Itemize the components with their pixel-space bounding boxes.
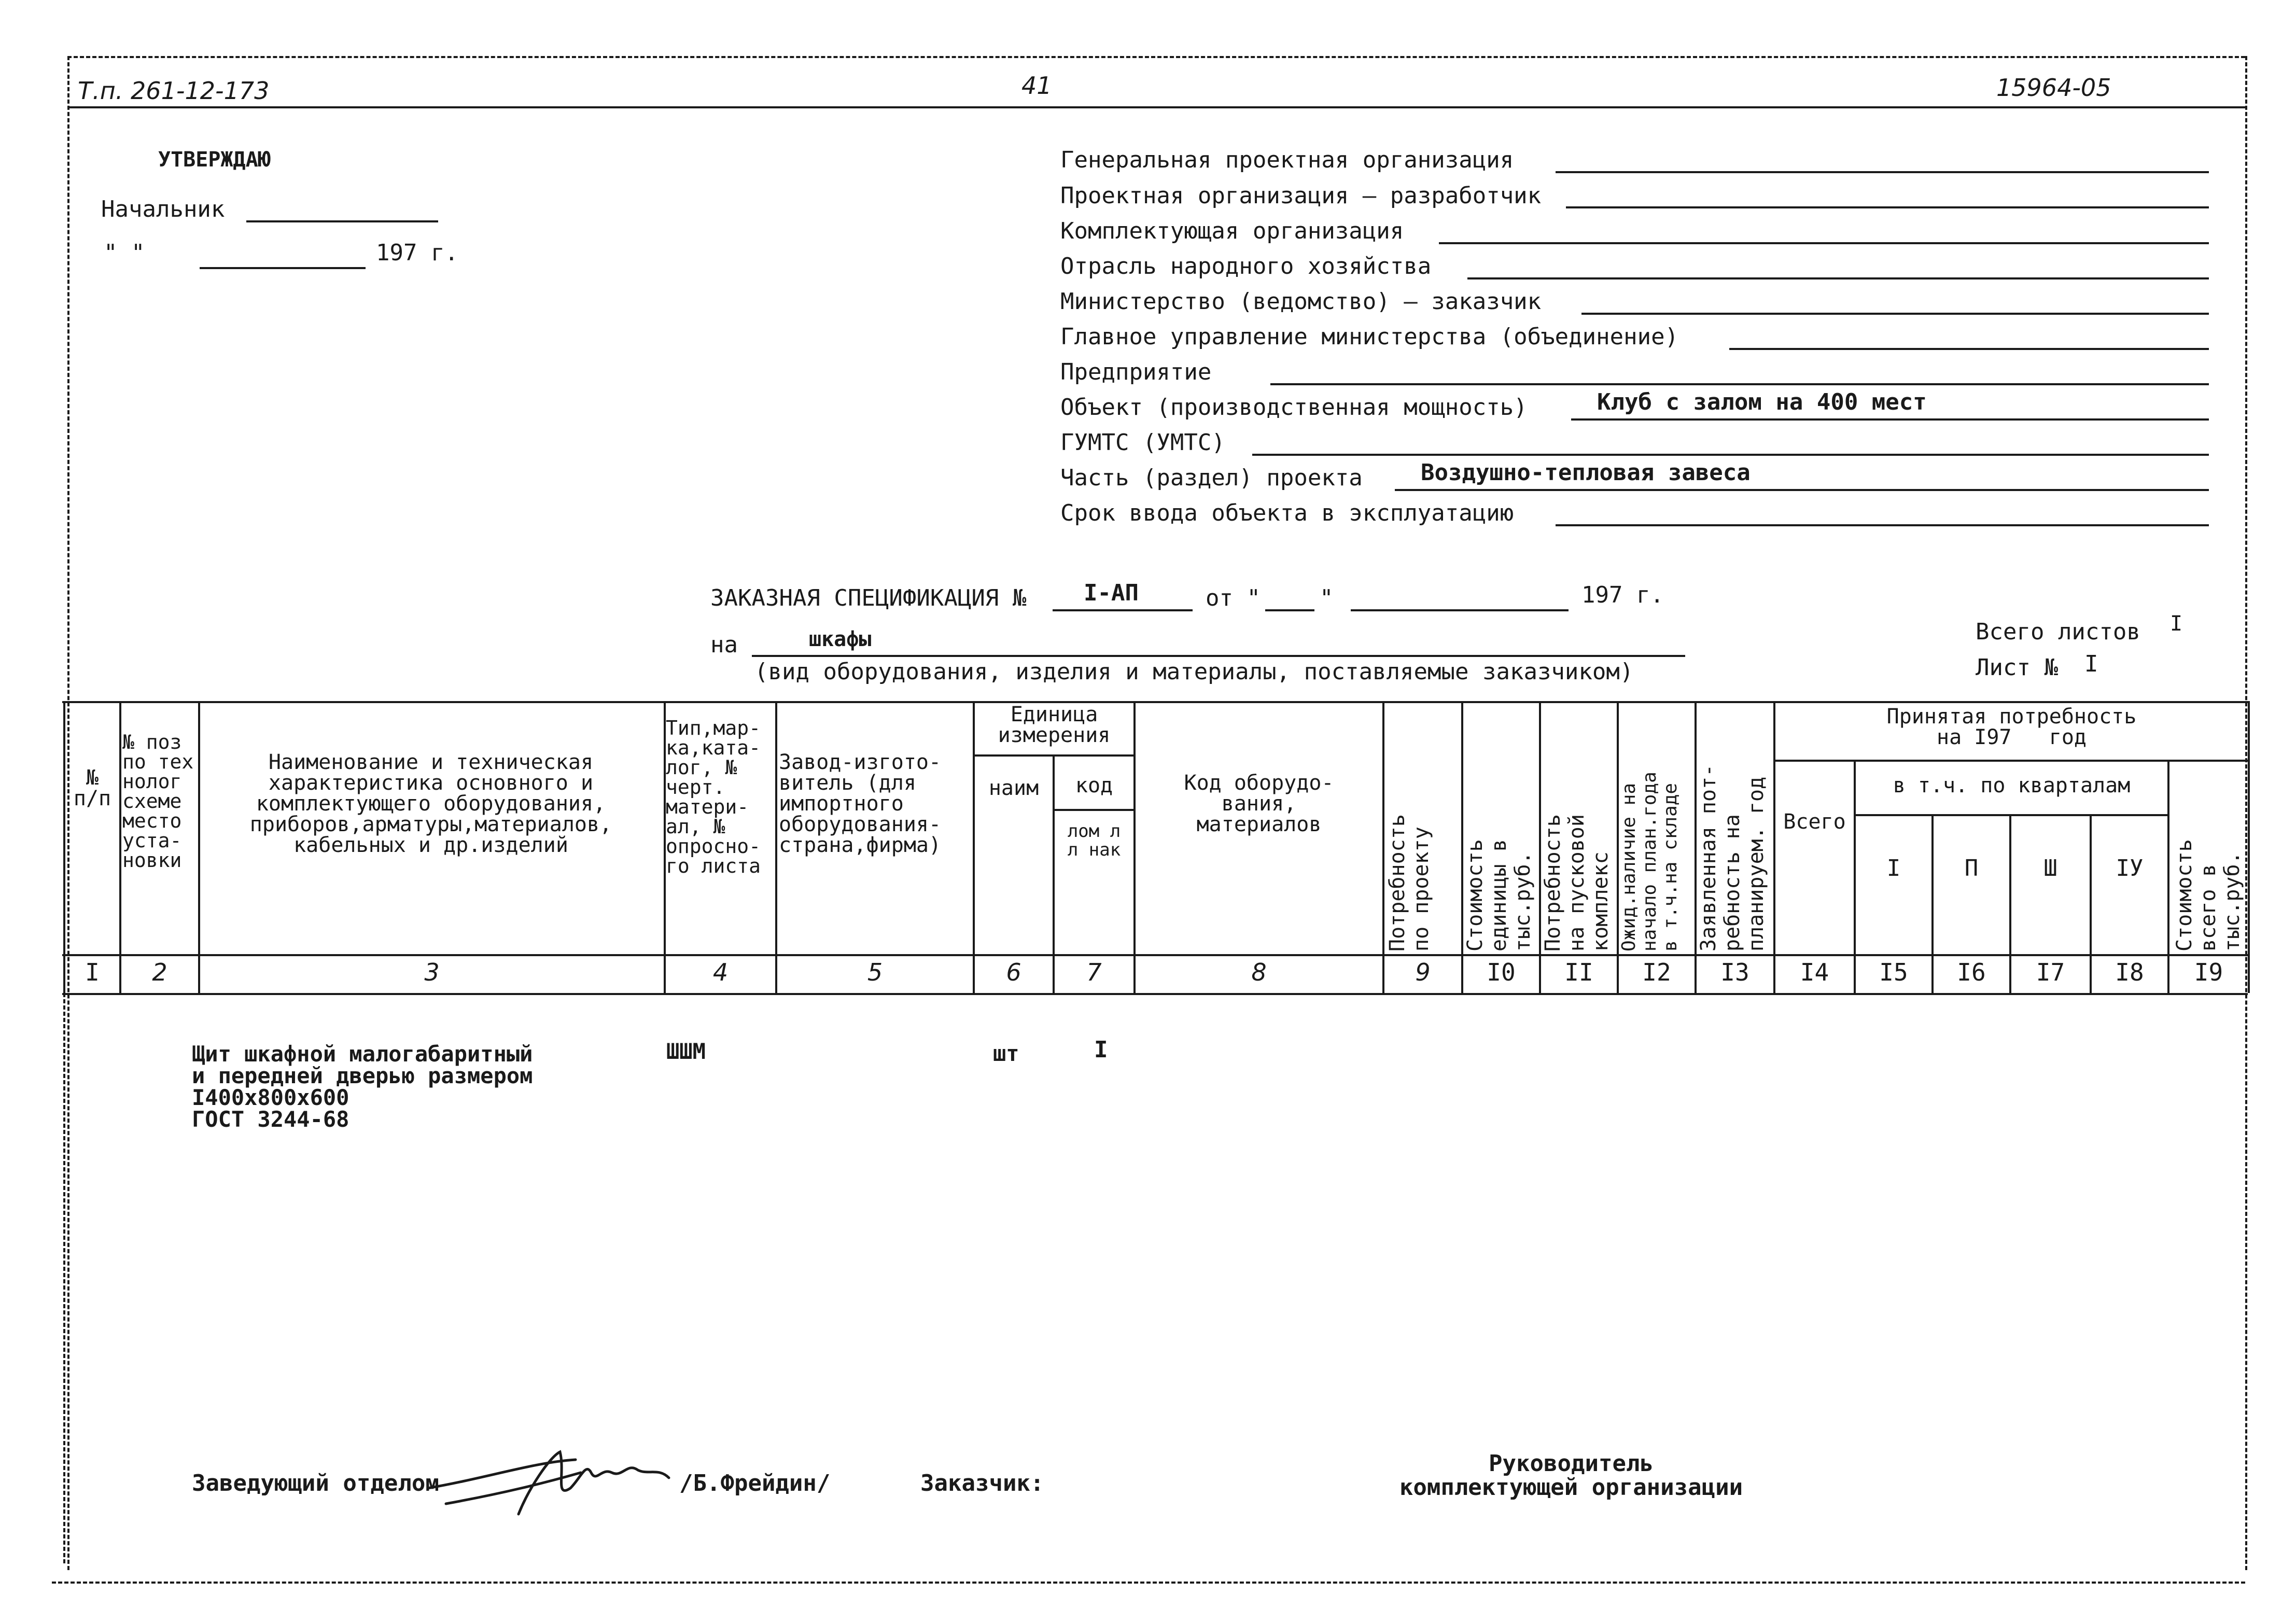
col-line [1382, 701, 1384, 993]
col-header-total-cost: Стоимость всего в тыс.руб. [2173, 839, 2244, 952]
table-colnum-bottom-line [62, 993, 2248, 995]
col-number: I5 [1879, 958, 1908, 986]
org-field-line [1556, 524, 2209, 526]
col-number: 7 [1086, 958, 1102, 986]
spec-year: 197 г. [1581, 582, 1664, 608]
col-header-number: № п/п [73, 766, 111, 810]
chief-signature-line [246, 220, 438, 222]
col-header-unit-cost: Стоимость единицы в тыс.руб. [1463, 839, 1535, 952]
col-header-name: Наименование и техническая характеристика основного и комплектующего оборудования, приборов,арматуры,материалов, кабельных и др.изделий [249, 750, 612, 857]
col-number: I8 [2115, 958, 2144, 986]
org-field-label: Предприятие [1060, 359, 1212, 385]
col-header-equipment-code: Код оборудо- вания, материалов [1184, 771, 1334, 836]
org-field-value: Воздушно-тепловая завеса [1421, 459, 1751, 486]
org-field-line [1571, 418, 2209, 421]
col-number: 5 [867, 958, 883, 986]
org-field-label: Отрасль народного хозяйства [1060, 253, 1432, 279]
col-header-q2: П [1964, 855, 1979, 882]
total-sheets-value: I [2170, 612, 2183, 636]
col-number: II [1564, 958, 1593, 986]
bottom-border [52, 1582, 2245, 1584]
department-head-label: Заведующий отделом [192, 1470, 439, 1496]
col-number: 6 [1006, 958, 1021, 986]
col-line [119, 701, 121, 993]
item-name: Щит шкафной малогабаритный и передней дверью размером I400x800x600 ГОСТ 3244-68 [192, 1041, 533, 1132]
item-quantity: I [1094, 1037, 1108, 1063]
col-number: I3 [1720, 958, 1749, 986]
right-border [2245, 56, 2247, 1570]
spec-subject-line [752, 655, 1685, 657]
org-field-label: Срок ввода объекта в эксплуатацию [1060, 500, 1514, 526]
manager-label: Руководитель комплектующей организации [1399, 1450, 1743, 1501]
col-line [63, 701, 65, 993]
approve-label: УТВЕРЖДАЮ [158, 148, 271, 172]
table-header-bottom-line [62, 954, 2248, 956]
spec-number: I-АП [1084, 580, 1139, 606]
col-header-total: Всего [1783, 810, 1846, 834]
code-subheader-line [1053, 809, 1133, 811]
col-number: 2 [152, 958, 167, 986]
org-field-label: Генеральная проектная организация [1060, 147, 1514, 173]
col-line [1133, 701, 1136, 993]
col-number: 3 [424, 958, 440, 986]
col-line [775, 701, 777, 993]
approval-date-quote: " " [104, 240, 145, 266]
col-header-unit: Единица измерения [998, 703, 1111, 747]
col-header-type: Тип,мар- ка,ката- лог, № черт. матери- ал, № опросно- го листа [666, 717, 761, 877]
col-number: I9 [2194, 958, 2223, 986]
spec-from: от " [1206, 585, 1261, 611]
col-number: I4 [1800, 958, 1829, 986]
col-header-launch-need: Потребность на пусковой комплекс [1541, 814, 1613, 952]
org-field-label: ГУМТС (УМТС) [1060, 429, 1225, 456]
col-header-q4: IУ [2116, 855, 2144, 882]
col-number: 8 [1251, 958, 1267, 986]
spec-month-line [1351, 609, 1569, 611]
col-number: I0 [1487, 958, 1516, 986]
chief-label: Начальник [101, 196, 225, 222]
col-number: I [85, 958, 100, 986]
org-field-line [1566, 206, 2209, 208]
col-line [2248, 701, 2250, 993]
table-top-line [62, 701, 2248, 703]
org-field-line [1252, 454, 2209, 456]
spec-day-line [1265, 609, 1314, 611]
customer-label: Заказчик: [920, 1470, 1044, 1496]
col-number: I2 [1642, 958, 1671, 986]
org-field-label: Министерство (ведомство) – заказчик [1060, 288, 1542, 315]
signature-image [425, 1442, 716, 1519]
page-number: 41 [1021, 72, 1052, 100]
org-field-line [1439, 242, 2209, 244]
org-field-label: Часть (раздел) проекта [1060, 465, 1363, 491]
left-border [67, 56, 69, 1570]
col-header-unit-code-sub: лом л л нак [1067, 821, 1121, 860]
sheet-value: I [2084, 651, 2098, 677]
header-line [67, 106, 2245, 108]
col-header-project-need: Потребность по проекту [1385, 814, 1433, 952]
body-left-edge [63, 993, 65, 1563]
col-header-accepted-need: Принятая потребность на I97 год [1886, 705, 2137, 749]
col-header-quarters: в т.ч. по кварталам [1893, 774, 2131, 797]
org-field-line [1556, 171, 2209, 173]
org-field-line [1729, 348, 2209, 350]
col-header-declared-need: Заявленная пот- ребность на планируем. год [1697, 764, 1768, 952]
spec-from-close: " [1320, 585, 1334, 611]
col-header-q1: I [1886, 855, 1901, 882]
spec-subject: шкафы [809, 627, 872, 651]
col-header-unit-name: наим [988, 776, 1039, 800]
archive-number: 15964-05 [1996, 74, 2111, 102]
approval-year: 197 г. [376, 240, 458, 266]
doc-code: Т.п. 261-12-173 [78, 77, 270, 105]
col-header-position: № поз по тех нолог схеме место уста- новки [122, 731, 194, 872]
col-header-q3: Ш [2043, 855, 2057, 882]
spec-number-line [1053, 609, 1193, 611]
org-field-line [1467, 277, 2209, 279]
org-field-line [1270, 383, 2209, 385]
col-number: 4 [712, 958, 729, 986]
col-number: 9 [1415, 958, 1431, 986]
spec-title: ЗАКАЗНАЯ СПЕЦИФИКАЦИЯ № [710, 585, 1027, 611]
top-border [67, 56, 2245, 58]
col-number: I6 [1957, 958, 1986, 986]
col-header-expected-stock: Ожид.наличие на начало план.года в т.ч.на складе [1618, 772, 1681, 952]
col-header-manufacturer: Завод-изгото- витель (для импортного оборудования- страна,фирма) [779, 750, 942, 857]
org-field-value: Клуб с залом на 400 мест [1597, 389, 1927, 415]
item-type: ШШМ [666, 1039, 706, 1064]
sheet-label: Лист № [1976, 654, 2058, 681]
org-field-label: Главное управление министерства (объединение) [1060, 324, 1679, 350]
accepted-subheader-line [1773, 760, 2248, 762]
spec-on: на [710, 632, 738, 658]
org-field-label: Объект (производственная мощность) [1060, 394, 1528, 421]
department-head-name: /Б.Фрейдин/ [679, 1470, 831, 1496]
total-sheets-label: Всего листов [1976, 619, 2140, 645]
approval-date-line [200, 267, 366, 269]
org-field-label: Проектная организация – разработчик [1060, 183, 1542, 209]
col-header-unit-code: код [1075, 774, 1113, 797]
org-field-label: Комплектующая организация [1060, 218, 1404, 244]
col-number: I7 [2036, 958, 2065, 986]
org-field-line [1581, 313, 2209, 315]
item-unit: шт [993, 1041, 1019, 1066]
org-field-line [1395, 489, 2209, 491]
spec-subject-hint: (вид оборудования, изделия и материалы, поставляемые заказчиком) [754, 659, 1634, 685]
